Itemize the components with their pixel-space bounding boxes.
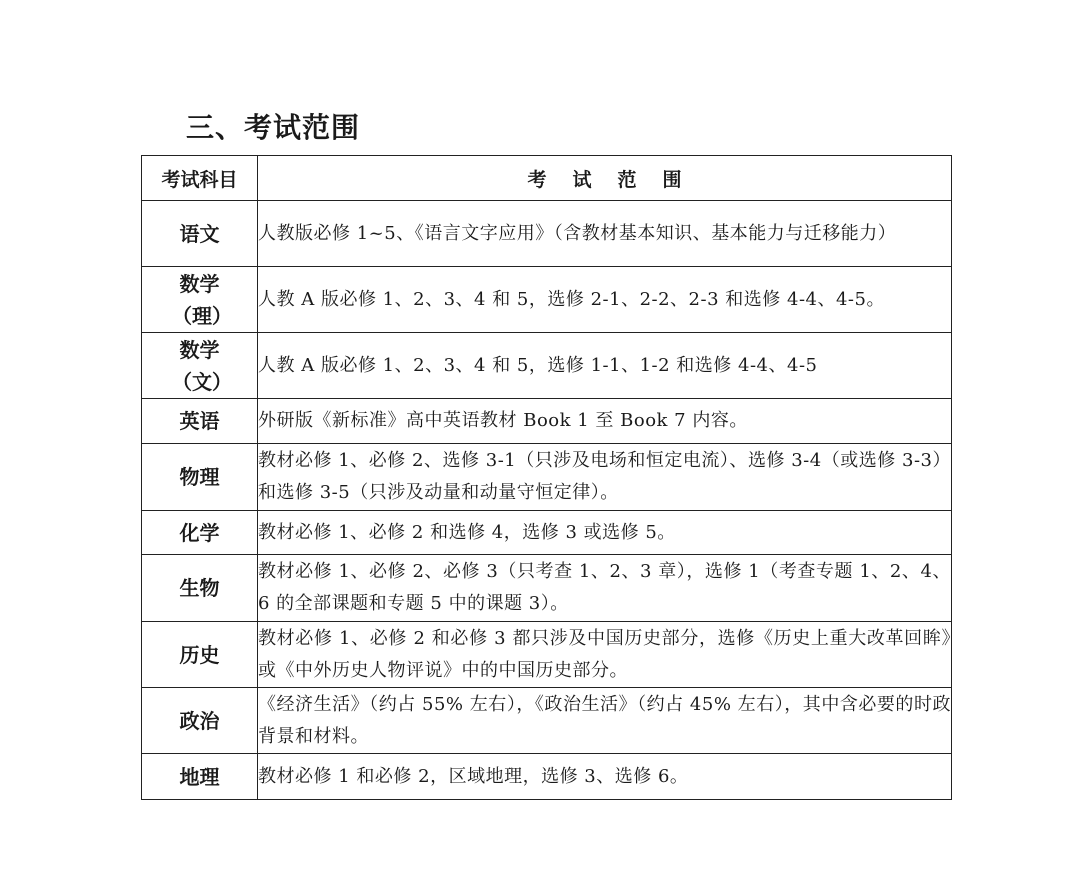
subject-cell: 数学（文） [142, 333, 258, 399]
scope-cell: 人教 A 版必修 1、2、3、4 和 5，选修 1-1、1-2 和选修 4-4、4-5 [258, 333, 952, 399]
subject-cell: 化学 [142, 511, 258, 555]
subject-cell: 地理 [142, 754, 258, 800]
scope-cell: 教材必修 1、必修 2 和必修 3 都只涉及中国历史部分，选修《历史上重大改革回眸》或《中外历史人物评说》中的中国历史部分。 [258, 622, 952, 688]
scope-cell: 教材必修 1、必修 2、选修 3-1（只涉及电场和恒定电流）、选修 3-4（或选修 3-3）和选修 3-5（只涉及动量和动量守恒定律）。 [258, 444, 952, 511]
scope-cell: 人教版必修 1~5、《语言文字应用》（含教材基本知识、基本能力与迁移能力） [258, 201, 952, 267]
table-header-row [142, 156, 952, 201]
header-scope: 考试范围 [258, 156, 952, 201]
scope-cell: 教材必修 1、必修 2、必修 3（只考查 1、2、3 章），选修 1（考查专题 1、2、4、6 的全部课题和专题 5 中的课题 3）。 [258, 555, 952, 622]
table-row [142, 688, 952, 754]
subject-cell: 语文 [142, 201, 258, 267]
table-row [142, 754, 952, 800]
scope-cell: 外研版《新标准》高中英语教材 Book 1 至 Book 7 内容。 [258, 399, 952, 444]
scope-cell: 《经济生活》（约占 55% 左右），《政治生活》（约占 45% 左右），其中含必要的时政背景和材料。 [258, 688, 952, 754]
subject-cell: 生物 [142, 555, 258, 622]
table-row [142, 267, 952, 333]
subject-cell: 英语 [142, 399, 258, 444]
section-title: 三、考试范围 [186, 111, 361, 144]
table-row [142, 201, 952, 267]
subject-cell: 历史 [142, 622, 258, 688]
header-subject: 考试科目 [142, 156, 258, 201]
exam-scope-table [141, 155, 952, 800]
subject-cell: 政治 [142, 688, 258, 754]
scope-cell: 人教 A 版必修 1、2、3、4 和 5，选修 2-1、2-2、2-3 和选修 4-4、4-5。 [258, 267, 952, 333]
scope-cell: 教材必修 1、必修 2 和选修 4，选修 3 或选修 5。 [258, 511, 952, 555]
subject-cell: 物理 [142, 444, 258, 511]
table-row [142, 444, 952, 511]
table-row [142, 333, 952, 399]
table-row [142, 555, 952, 622]
table-row [142, 622, 952, 688]
scope-cell: 教材必修 1 和必修 2，区域地理，选修 3、选修 6。 [258, 754, 952, 800]
subject-cell: 数学（理） [142, 267, 258, 333]
table-row [142, 511, 952, 555]
table-row [142, 399, 952, 444]
